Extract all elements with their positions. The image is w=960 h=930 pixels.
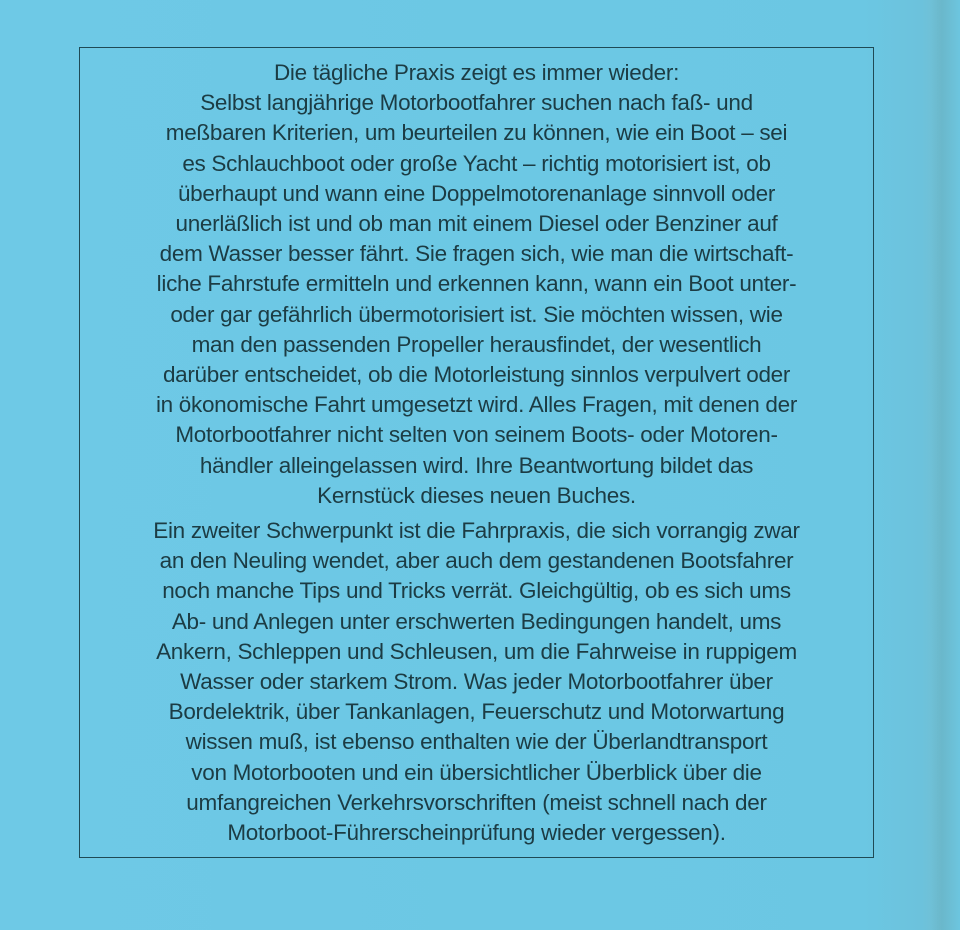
text-line: an den Neuling wendet, aber auch dem gestandenen Bootsfahrer xyxy=(159,548,794,574)
blurb-text xyxy=(79,58,874,848)
text-line: unerläßlich ist und ob man mit einem Diesel oder Benziner auf xyxy=(175,211,778,237)
text-line: Ein zweiter Schwerpunkt ist die Fahrpraxis, die sich vorrangig zwar xyxy=(153,518,800,544)
text-line: umfangreichen Verkehrsvorschriften (meist schnell nach der xyxy=(186,789,767,815)
text-line: Motorbootfahrer nicht selten von seinem Boots- oder Motoren- xyxy=(175,422,778,448)
text-line: überhaupt und wann eine Doppelmotorenanlage sinnvoll oder xyxy=(177,180,776,206)
text-line: Motorboot-Führerscheinprüfung wieder vergessen). xyxy=(227,820,726,846)
text-line: von Motorbooten und ein übersichtlicher Überblick über die xyxy=(191,759,762,785)
text-line: noch manche Tips und Tricks verrät. Gleichgültig, ob es sich ums xyxy=(162,578,791,604)
text-line: Die tägliche Praxis zeigt es immer wieder: xyxy=(273,60,680,85)
text-line: liche Fahrstufe ermitteln und erkennen kann, wann ein Boot unter- xyxy=(156,271,797,297)
paragraph-2 xyxy=(79,516,874,848)
text-line: Wasser oder starkem Strom. Was jeder Motorbootfahrer über xyxy=(180,669,773,695)
text-line: darüber entscheidet, ob die Motorleistung sinnlos verpulvert oder xyxy=(162,362,791,388)
text-line: Selbst langjährige Motorbootfahrer suchen nach faß- und xyxy=(200,90,753,116)
text-line: dem Wasser besser fährt. Sie fragen sich, wie man die wirtschaft- xyxy=(159,241,794,267)
spine-shadow xyxy=(930,0,960,930)
text-line: Ab- und Anlegen unter erschwerten Bedingungen handelt, ums xyxy=(171,608,782,634)
text-line: Kernstück dieses neuen Buches. xyxy=(317,482,636,508)
text-line: es Schlauchboot oder große Yacht – richtig motorisiert ist, ob xyxy=(182,150,771,176)
text-line: Ankern, Schleppen und Schleusen, um die Fahrweise in ruppigem xyxy=(156,638,797,664)
text-line: händler alleingelassen wird. Ihre Beantwortung bildet das xyxy=(199,452,754,478)
text-line: Bordelektrik, über Tankanlagen, Feuerschutz und Motorwartung xyxy=(168,699,785,725)
text-line: man den passenden Propeller herausfindet, der wesentlich xyxy=(191,331,762,357)
text-line: meßbaren Kriterien, um beurteilen zu können, wie ein Boot – sei xyxy=(165,120,788,146)
text-line: in ökonomische Fahrt umgesetzt wird. Alles Fragen, mit denen der xyxy=(155,392,798,418)
text-line: wissen muß, ist ebenso enthalten wie der Überlandtransport xyxy=(185,729,768,755)
text-line: oder gar gefährlich übermotorisiert ist. Sie möchten wissen, wie xyxy=(170,301,783,327)
paragraph-1 xyxy=(79,58,874,511)
